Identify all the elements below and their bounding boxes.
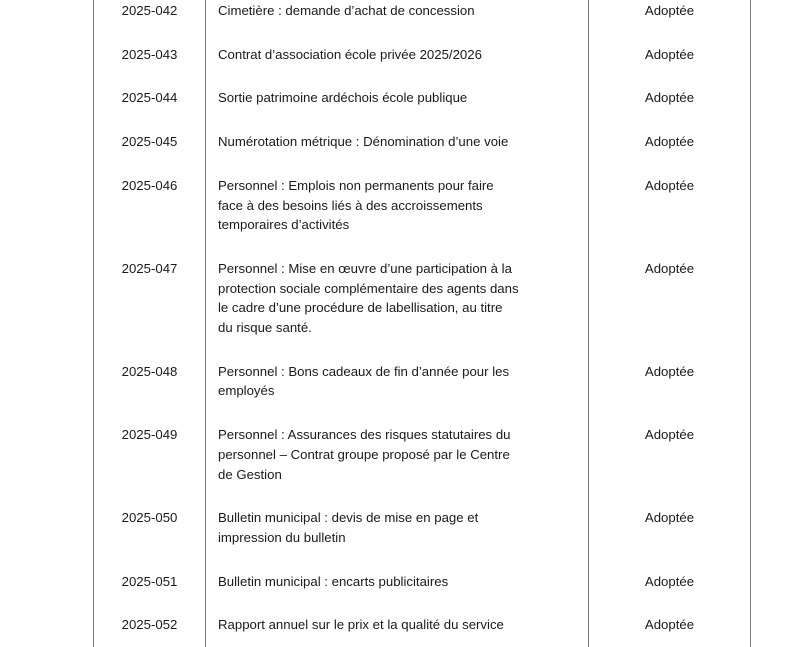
subject-value <box>206 164 588 247</box>
subject-line: Personnel : Assurances des risques statutaires du <box>218 427 511 443</box>
subject-line: Rapport annuel sur le prix et la qualité du service <box>218 617 504 633</box>
status-value: Adoptée <box>644 260 695 276</box>
table-row <box>94 120 751 164</box>
reference-value: 2025-048 <box>121 363 178 379</box>
subject-line: Bulletin municipal : devis de mise en page et <box>218 510 479 526</box>
subject-cell <box>206 560 589 604</box>
reference-cell <box>94 496 206 559</box>
subject-cell <box>206 33 589 77</box>
subject-value <box>206 33 588 77</box>
subject-value <box>206 76 588 120</box>
reference-value: 2025-043 <box>121 46 178 62</box>
reference-value: 2025-044 <box>121 90 178 106</box>
status-value: Adoptée <box>644 510 695 526</box>
reference-cell <box>94 560 206 604</box>
reference-cell <box>94 120 206 164</box>
table-row <box>94 496 751 559</box>
status-value: Adoptée <box>644 427 695 443</box>
subject-value <box>206 413 588 496</box>
status-value: Adoptée <box>644 177 695 193</box>
reference-cell <box>94 0 206 33</box>
table-row <box>94 33 751 77</box>
subject-value <box>206 496 588 559</box>
reference-value: 2025-050 <box>121 510 178 526</box>
reference-value: 2025-045 <box>121 134 178 150</box>
reference-cell <box>94 76 206 120</box>
reference-cell <box>94 603 206 647</box>
reference-cell <box>94 33 206 77</box>
reference-cell <box>94 413 206 496</box>
subject-cell <box>206 350 589 413</box>
status-cell <box>589 0 751 33</box>
table-row <box>94 350 751 413</box>
subject-line: Cimetière : demande d’achat de concession <box>218 3 475 18</box>
status-cell <box>589 120 751 164</box>
subject-cell <box>206 76 589 120</box>
reference-value: 2025-052 <box>121 617 178 633</box>
subject-cell <box>206 603 589 647</box>
subject-cell <box>206 247 589 350</box>
subject-cell <box>206 164 589 247</box>
subject-line: Personnel : Emplois non permanents pour faire <box>218 177 494 193</box>
table-row <box>94 560 751 604</box>
subject-value <box>206 247 588 350</box>
status-cell <box>589 560 751 604</box>
subject-line: employés <box>218 383 275 399</box>
subject-value <box>206 603 588 647</box>
subject-line: Personnel : Mise en œuvre d’une participation à la <box>218 260 512 276</box>
subject-line: le cadre d’une procédure de labellisation, au titre <box>218 300 503 316</box>
subject-line: temporaires d’activités <box>218 217 350 233</box>
subject-value <box>206 120 588 164</box>
subject-line: Sortie patrimoine ardéchois école publique <box>218 90 468 106</box>
reference-value: 2025-049 <box>121 427 178 443</box>
table-row <box>94 413 751 496</box>
status-cell <box>589 33 751 77</box>
status-value: Adoptée <box>644 90 695 106</box>
status-cell <box>589 350 751 413</box>
reference-value: 2025-047 <box>121 260 178 276</box>
status-value: Adoptée <box>644 363 695 379</box>
subject-value <box>206 350 588 413</box>
subject-line: face à des besoins liés à des accroissements <box>218 197 483 213</box>
reference-cell <box>94 164 206 247</box>
status-value: Adoptée <box>644 134 695 150</box>
reference-value: 2025-046 <box>121 177 178 193</box>
subject-cell <box>206 496 589 559</box>
status-cell <box>589 164 751 247</box>
subject-value <box>206 0 588 33</box>
status-value: Adoptée <box>644 46 695 62</box>
status-value: Adoptée <box>644 573 695 589</box>
subject-cell <box>206 413 589 496</box>
subject-line: impression du bulletin <box>218 529 346 545</box>
subject-line: Bulletin municipal : encarts publicitaires <box>218 573 449 589</box>
subject-cell <box>206 120 589 164</box>
status-cell <box>589 603 751 647</box>
status-cell <box>589 496 751 559</box>
table-row <box>94 76 751 120</box>
table-row <box>94 164 751 247</box>
deliberations-table <box>93 0 751 647</box>
subject-line: du risque santé. <box>218 320 312 336</box>
reference-cell <box>94 350 206 413</box>
subject-line: Personnel : Bons cadeaux de fin d’année pour les <box>218 363 510 379</box>
reference-value: 2025-051 <box>121 573 178 589</box>
status-cell <box>589 76 751 120</box>
subject-line: Contrat d’association école privée 2025/2026 <box>218 46 482 62</box>
table-row <box>94 247 751 350</box>
subject-value <box>206 560 588 604</box>
status-value: Adoptée <box>644 3 695 18</box>
status-value: Adoptée <box>644 617 695 633</box>
subject-line: de Gestion <box>218 466 282 482</box>
status-cell <box>589 247 751 350</box>
subject-line: protection sociale complémentaire des agents dans <box>218 280 519 296</box>
table-row <box>94 603 751 647</box>
reference-cell <box>94 247 206 350</box>
subject-line: personnel – Contrat groupe proposé par le Centre <box>218 446 510 462</box>
subject-line: Numérotation métrique : Dénomination d’une voie <box>218 134 509 150</box>
reference-value: 2025-042 <box>121 3 178 18</box>
table-body <box>94 0 751 647</box>
subject-cell <box>206 0 589 33</box>
table-row <box>94 0 751 33</box>
status-cell <box>589 413 751 496</box>
